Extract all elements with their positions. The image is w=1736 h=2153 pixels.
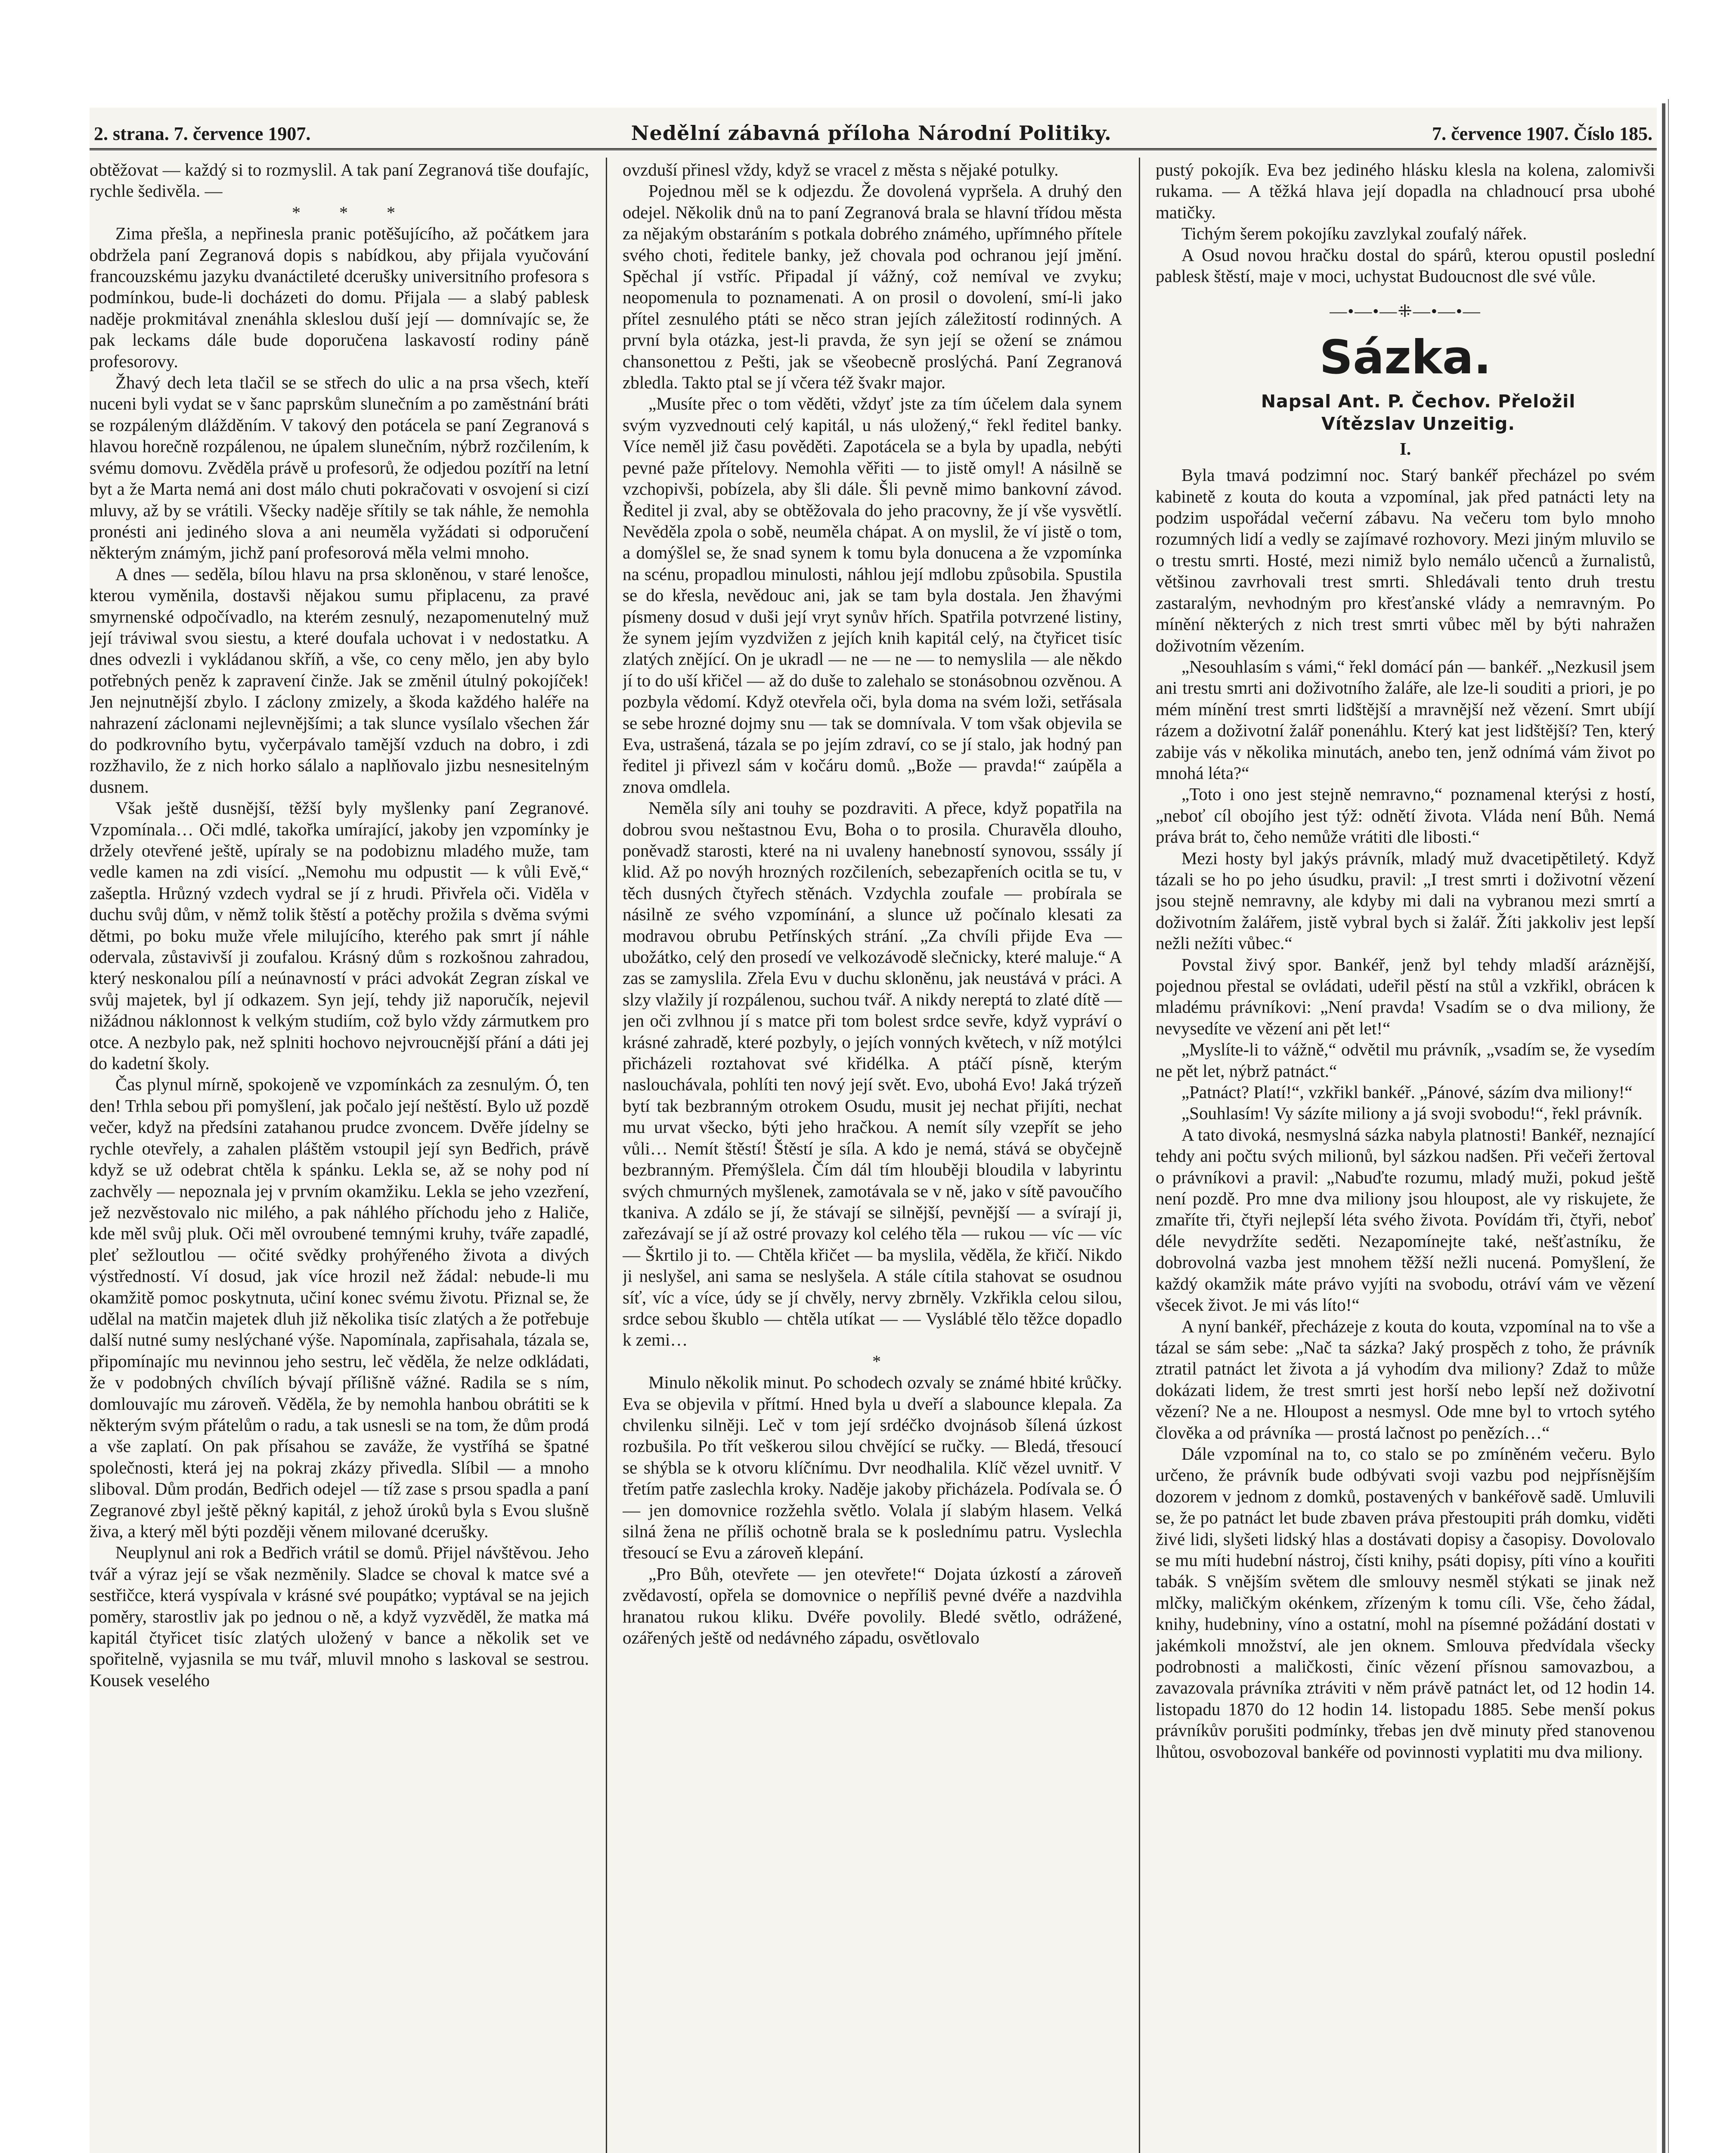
paragraph: „Pro Bůh, otevřete — jen otevřete!“ Dojata úzkostí a zároveň zvědavostí, opřela se domovnice o nepříliš pevné dvéře a nazdvihla hranatou rukou kliku. Dvéře povolily. Bledé světlo, odrážené, ozářených ještě od nedávného západu, osvětlovalo [623,1564,1122,1648]
section-separator: * * * [292,202,412,222]
running-head-left: 2. strana. 7. července 1907. [94,123,311,144]
paragraph: Pojednou měl se k odjezdu. Že dovolená vypršela. A druhý den odejel. Několik dnů na to paní Zegranová brala se hlavní třídou města za nějakým obstaráním s potkala dobrého známého, upřímného přítele svého choti, ředitele banky, jež chovala pod ochranou její jmění. Spěchal jí vstříc. Připadal jí vážný, což nemíval ve zvyku; neopomenula to poznamenati. A on prosil o dovolení, smí-li jako přítel zesnulého ptáti se něco stran jejích záležitostí rodinných. A první byla otázka, jest-li pravda, že syn její se ožení se známou chansonettou z Pešti, jak se všeobecně proslýchá. Paní Zegranová zbledla. Takto ptal se jí včera též švakr major. [623,181,1122,393]
running-head-right: 7. července 1907. Číslo 185. [1432,123,1652,144]
page-edge [1662,103,1665,2153]
paragraph: Minulo několik minut. Po schodech ozvaly se známé hbité krůčky. Eva se objevila v přítmí. Hned byla u dveří a slabounce klepala. Za chvilenku silněji. Leč v tom její srdéčko dvojnásob šílená úzkost rozbušila. Po třít veškerou silou chvějící se ručky. — Bledá, třesoucí se shýbla se k otvoru klíčnímu. Dvr neodhalila. Klíč vězel uvnitř. V třetím patře zaslechla kroky. Naděje jakoby přicházela. Podívala se. Ó — jen domovnice rozžehla světlo. Volala jí slabým hlasem. Velká silná žena ne příliš ochotně brala se k poslednímu patru. Vyslechla třesoucí se Evu a zároveň klepání. [623,1372,1122,1563]
running-head [90,115,1657,145]
paragraph: A nyní bankéř, přecházeje z kouta do kouta, vzpomínal na to vše a tázal se sám sebe: „Nač ta sázka? Jaký prospěch z toho, že právník ztratil patnáct let života a já vyhodím dva miliony? Zdaž to může dokázati lidem, že trest smrti jest horší nebo lepší než doživotní vězení? Ne a ne. Hloupost a nesmysl. Ode mne byl to vrtoch sytého člověka a od právníka — prostá lačnost po penězích…“ [1156,1316,1655,1443]
ornament-divider: —•—•—⁜—•—•— [1330,301,1481,321]
byline-translator-text: Vítězslav Unzeitig. [1321,413,1515,434]
byline-author-text: Napsal Ant. P. Čechov. Přeložil [1261,391,1576,412]
column-divider [1139,158,1140,2153]
paragraph: Žhavý dech leta tlačil se se střech do ulic a na prsa všech, kteří nuceni byli vydat se v šanc paprskům slunečním a po zaměstnání bráti se rozpáleným dlážděním. V takový den potácela se paní Zegranová s hlavou horečně rozpálenou, ne úpalem slunečním, nýbrž rozčilením, k svému domovu. Zvěděla právě u profesorů, že odjedou pozítří na letní byt a že Marta nemá ani dost málo chuti pokračovati v osvojení si cizí mluvy, až by se vrátili. Všecky naděje sřítily se tak náhle, že nemohla pronésti ani jediného slova a ani neuměla vyžádati si odporučení některým známým, jichž paní profesorová měla velmi mnoho. [90,372,589,563]
paragraph: Zima přešla, a nepřinesla pranic potěšujícího, až počátkem jara obdržela paní Zegranová dopis s nabídkou, aby přijala vyučování francouzskému jazyku dvanáctileté dcerušky universitního profesora s podmínkou, bude-li docházeti do domu. Přijala — a slabý pablesk naděje prokmitával znenáhla skleslou duší její — domnívajíc se, že pak leckams dále bude doporučena laskavostí rodiny páně profesorovy. [90,223,589,371]
paragraph: Čas plynul mírně, spokojeně ve vzpomínkách za zesnulým. Ó, ten den! Trhla sebou při pomyšlení, jak počalo její neštěstí. Bylo už pozdě večer, když na předsíni zatahanou prudce zvoncem. Dvěře jídelny se rychle otevřely, a zahalen pláštěm vstoupil její syn Bedřich, právě když se už odebrat chtěla k spánku. Lekla se, až se nohy pod ní zachvěly — nepoznala jej v prvním okamžiku. Lekla se jeho vzezření, jež nezvěstovalo nic milého, a pak náhlého příchodu jeho z Haliče, kde měl svůj pluk. Oči měl ovroubené temnými kruhy, tváře zapadlé, pleť sežloutlou — očité svědky prohýřeného života a divých výstředností. Ví dosud, jak více hrozil než žádal: nebude-li mu okamžitě pomoc poskytnuta, učiní konec svému životu. Přiznal se, že udělal na matčin majetek dluh již několika tisíc zlatých a že potřebuje další nutné sumy neslýchané výše. Napomínala, zapřisahala, tázala se, připomínajíc mu nevinnou jeho sestru, leč věděla, že nelze odkládati, že v podobných chvílích bývají přílišně vážné. Radila se s ním, domlouvajíc mu zároveň. Věděla, že by nemohla hanbou obrátiti se k některým svým přátelům o radu, a tak usnesli se na tom, že dům prodá a vše zaplatí. On pak přísahou se zaváže, že vystříhá se špatné společnosti, která jej na pokraj zkázy přivedla. Slíbil — a mnoho sliboval. Dům prodán, Bedřich odejel — tíž zase s prsou spadla a paní Zegranové zbyl ještě pěkný kapitál, z jehož úroků byla s Evou slušně živa, a který měl býti později věnem milované dcerušky. [90,1074,589,1541]
newspaper-page [90,108,1657,2153]
running-head-title: Nedělní zábavná příloha Národní Politiky. [631,121,1112,145]
byline-author [1156,390,1655,413]
paragraph: A Osud novou hračku dostal do spárů, kterou opustil poslední pablesk štěstí, maje v moci, uchystat Budoucnost dle své vůle. [1156,245,1655,286]
chapter-number: I. [1399,438,1411,459]
paragraph: „Nesouhlasím s vámi,“ řekl domácí pán — bankéř. „Nezkusil jsem ani trestu smrti ani doživotního žaláře, ale lze-li souditi a priori, je po mém mínění trest smrti lidštější a mravnější než vězení. Smrt ubíjí rázem a doživotní žalář ponenáhlu. Který kat jest lidštější? Ten, který zabije vás v několika minutách, anebo ten, jenž odnímá vám život po mnohá léta?“ [1156,656,1655,783]
page-edge [1668,99,1669,2153]
paragraph: A dnes — seděla, bílou hlavu na prsa skloněnou, v staré lenošce, kterou vyměnila, dostavši nějakou sumu připlacenu, za pravé smyrnenské odpočívadlo, na kterém zesnulý, nezapomenutelný muž její tráviwal svou siestu, a které doufala uchovat i v nedostatku. A dnes odvezli i vykládanou skříň, a vše, co ceny mělo, jen aby bylo potřebných peněz k zapravení činže. Jak se změnil útulný pokojíček! Jen nejnutnější zbylo. I záclony zmizely, a škoda každého haléře na nahrazení záclonami nejlevnějšími; a tak slunce vysílalo všechen žár do podkrovního bytu, vyčerpávalo tamější vzduch na dobro, i zdi rozžhavilo, že z nich horko sálalo a naplňovalo jizbu nesnesitelným dusnem. [90,564,589,797]
paragraph: „Toto i ono jest stejně nemravno,“ poznamenal kterýsi z hostí, „neboť cíl obojího jest týž: odnětí života. Vláda není Bůh. Nemá práva brát to, čeho nemůže vrátiti dle libosti.“ [1156,784,1655,847]
byline-translator [1156,413,1655,435]
paragraph: Dále vzpomínal na to, co stalo se po zmíněném večeru. Bylo určeno, že právník bude odbývati svoji vazbu pod nejpřísnějším dozorem v jednom z domků, postavených v bankéřově sadě. Umluvili se, že po patnáct let bude zbaven práva přestoupiti práh domku, viděti živé lidi, slyšeti lidský hlas a dostávati dopisy a časopisy. Dovolovalo se mu míti hudební nástroj, čísti knihy, psáti dopisy, píti víno a kouřiti tabák. S vnějším světem dle smlouvy nesměl stýkati se jinak než mlčky, maličkým okénkem, zřízeným k tomu cíli. Vše, čeho žádal, knihy, hudebniny, víno a ostatní, mohl na písemné požádání dostati v jakémkoli množství, ale jen oknem. Smlouva předvídala všecky podrobnosti a maličkosti, činíc vězení přísnou samovazbou, a zavazovala právníka ztráviti v něm právě patnáct let, od 12 hodin 14. listopadu 1870 do 12 hodin 14. listopadu 1885. Sebe menší pokus právníkův porušiti podmínky, třebas jen dvě minuty před stanovenou lhůtou, osvobozoval bankéře od povinnosti vyplatiti mu dva miliony. [1156,1443,1655,1762]
column-divider [606,158,607,2153]
paragraph: Neuplynul ani rok a Bedřich vrátil se domů. Přijel návštěvou. Jeho tvář a výraz její se však nezměnily. Sladce se choval k matce své a sestřičce, která vyspívala v krásné své poupátko; vyptával se na jejich poměry, starostliv jak po jednou o ně, a když vyzvěděl, že matka má kapitál čtyřicet tisíc zlatých uložený v bance a několik set ve spořitelně, vyjasnila se mu tvář, mluvil mnoho s laskoval se sestrou. Kousek veselého [90,1542,589,1690]
paragraph: „Musíte přec o tom věděti, vždyť jste za tím účelem dala synem svým vyzvednouti celý kapitál, u nás uložený,“ řekl ředitel banky. Více neměl již času pověděti. Zapotácela se a byla by upadla, nebýti pevné paže přítelovy. Nemohla věřiti — to jistě omyl! A násilně se vzchopivši, pobízela, aby šli dále. Šli pevně mimo bankovní závod. Ředitel ji zval, aby se obtěžovala do jeho pracovny, že jí vše vysvětlí. Nevěděla zpola o sobě, neuměla chápat. A on myslil, že ví jistě o tom, a domýšlel se, že snad synem k tomu byla donucena a že vzpomínka na scénu, propadlou minulosti, náhlou její mdlobu způsobila. Spustila se do křesla, nevědouc ani, jak se tam byla dostala. Jen žhavými písmeny dosud v duši její vryt synův hřích. Spatřila potvrzené listiny, že synem jejím vyzdvižen z jejích knih kapitál celý, na čtyřicet tisíc zlatých znějící. On je ukradl — ne — ne — to nemyslila — ale někdo jí to do uší křičel — až do duše to zalehalo se stonásobnou ozvěnou. A pozbyla vědomí. Když otevřela oči, byla doma na svém loži, setřásala se sebe hrozné dojmy snu — tak se domnívala. V tom však objevila se Eva, ustrašená, tázala se po jejím zdraví, co se jí stalo, jak hodný pan ředitel ji přivezl sám v kočáru domů. „Bože — pravda!“ zaúpěla a znova omdlela. [623,394,1122,797]
paragraph: Však ještě dusnější, těžší byly myšlenky paní Zegranové. Vzpomínala… Oči mdlé, takořka umírající, jakoby jen vzpomínky je držely otevřené ještě, upíraly se na podobiznu mladého muže, tam vedle kamen na zdi visící. „Nemohu mu odpustit — k vůli Evě,“ zašeptla. Hrůzný vzdech vydral se jí z hrudi. Přivřela oči. Viděla v duchu svůj dům, v němž tolik štěstí a potěchy prožila s dvěma svými dětmi, po boku muže vřele milujícího, kterého pak smrt jí náhle odervala, zůstavivší ji zoufalou. Krásný dům s rozkošnou zahradou, který neskonalou pílí a neúnavností v práci advokát Zegran získal ve svůj majetek, byl jí odkazem. Syn její, tehdy již naporučík, nejevil nižádnou náklonnost k velkým studiím, což bylo vždy zármutkem pro otce. A nezbylo pak, než splniti hochovo nejvroucnější přání a dáti jej do kadetní školy. [90,798,589,1073]
column-3 [1156,159,1655,2153]
paragraph: A tato divoká, nesmyslná sázka nabyla platnosti! Bankéř, neznající tehdy ani počtu svých milionů, byl sázkou nadšen. Při večeři žertoval o právníkovi a pravil: „Nabuďte rozumu, mladý muži, pokud ještě není pozdě. Pro mne dva miliony jsou hloupost, ale vy riskujete, že zmaříte tři, čtyři nejlepší léta svého života. Povídám tři, čtyři, neboť déle nevydržíte seděti. Nezapomínejte také, nešťastníku, že dobrovolná vazba jest mnohem těžší nežli nucená. Pomyšlení, že každý okamžik máte právo vyjíti na svobodu, otráví vám ve vězení všecek život. Je mi vás líto!“ [1156,1124,1655,1315]
section-separator: * [872,1351,898,1371]
paragraph: Povstal živý spor. Bankéř, jenž byl tehdy mladší aráznější, pojednou přestal se ovládati, udeřil pěstí na stůl a vzkřikl, obrácen k mladému právníkovi: „Není pravda! Vsadím se o dva miliony, že nevysedíte ve vězení ani pět let!“ [1156,954,1655,1038]
paragraph: „Souhlasím! Vy sázíte miliony a já svoji svobodu!“, řekl právník. [1181,1103,1643,1123]
paragraph: Tichým šerem pokojíku zavzlykal zoufalý nářek. [1181,223,1527,244]
paragraph: ovzduší přinesl vždy, když se vracel z města s nějaké potulky. [623,160,1059,180]
header-rule [90,148,1657,150]
paragraph: Mezi hosty byl jakýs právník, mladý muž dvacetipětiletý. Když tázali se ho po jeho úsudku, pravil: „I trest smrti i doživotní vězení jsou stejně nemravny, ale kdyby mi dali na vybranou mezi smrtí a doživotním žalářem, jistě vybral bych si žalář. Žíti jakkoliv jest lepší nežli nežíti vůbec.“ [1156,848,1655,953]
paragraph: obtěžovat — každý si to rozmyslil. A tak paní Zegranová tiše doufajíc, rychle šedivěla. — [90,160,589,201]
column-2 [623,159,1122,2153]
paragraph: Byla tmavá podzimní noc. Starý bankéř přecházel po svém kabinetě z kouta do kouta a vzpomínal, jak před patnácti lety na podzim uspořádal večerní zábavu. Na večeru tom bylo mnoho rozumných lidí a vedly se zajímavé rozhovory. Mezi jiným mluvilo se o trestu smrti. Hosté, mezi nimiž bylo nemálo učenců a žurnalistů, většinou zavrhovali trest smrti. Shledávali tento druh trestu zastaralým, nevhodným pro křesťanské vlády a nemravným. Po mínění některých z nich trest smrti vůbec měl by býti nahražen doživotním vězením. [1156,465,1655,655]
story-title: Sázka. [1319,330,1491,385]
paragraph: „Patnáct? Platí!“, vzkřikl bankéř. „Pánové, sázím dva miliony!“ [1181,1082,1633,1102]
paragraph: pustý pokojík. Eva bez jediného hlásku klesla na kolena, zalomivši rukama. — A těžká hlava její dopadla na chladnoucí prsa ubohé matičky. [1156,160,1655,222]
paragraph: „Myslíte-li to vážně,“ odvětil mu právník, „vsadím se, že vysedím ne pět let, nýbrž patnáct.“ [1156,1039,1655,1081]
paragraph: Neměla síly ani touhy se pozdraviti. A přece, když popatřila na dobrou svou neštastnou Evu, Boha o to prosila. Churavěla dlouho, poněvadž starosti, které na ni uvaleny hanebností synovou, sssály jí klid. Až po novýh hrozných rozčileních, sebezapřeních ocitla se tu, v těch dusných čtyřech stěnách. Vzdychla zoufale — probírala se násilně ze svého vzpomínání, a slunce už počínalo klesati za modravou obrubu Petřínských strání. „Za chvíli přijde Eva — ubožátko, celý den prosedí ve velkozávodě slečnicky, které maluje.“ A zas se zamyslila. Zřela Evu v duchu skloněnu, jak neustává v práci. A slzy vlažily jí rozpálenou, suchou tvář. A nikdy nereptá to zlaté dítě — jen oči zvlhnou jí s matce při tom bolest srdce sevře, když vypráví o krásné zahradě, které pozbyly, o jejích vonných květech, v níž motýlci přicházeli roztahovat své křidélka. A ptáčí písně, kterým naslouchávala, pohlíti ten nový její svět. Evo, ubohá Evo! Jaká trýzeň bytí tak bezbranným otrokem Osudu, musit jej nechat přijíti, nechat mu urvat všecko, býti jeho hračkou. A nemít síly vzepřít se jeho vůli… Nemít štěstí! Štěstí je síla. A kdo je nemá, stává se obyčejně bezbranným. Přemýšlela. Čím dál tím hlouběji bloudila v labyrintu svých chmurných myšlenek, zamotávala se v ně, jako v sítě pavoučího tkaniva. A zdálo se jí, že stávají se silnější, pevnější — a svírají ji, zařezávají se jí až ostré provazy kol celého těla — rukou — víc — víc — Škrtilo ji to. — Chtěla křičet — ba myslila, věděla, že křičí. Nikdo ji neslyšel, ani sama se neslyšela. A stále cítila stahovat se osudnou síť, víc a více, údy se jí chvěly, nervy zbrněly. Vzkřikla celou silou, srdce sebou škublo — chtěla utíkat — — Vysláblé tělo těžce dopadlo k zemi… [623,798,1122,1350]
column-1 [90,159,589,2153]
